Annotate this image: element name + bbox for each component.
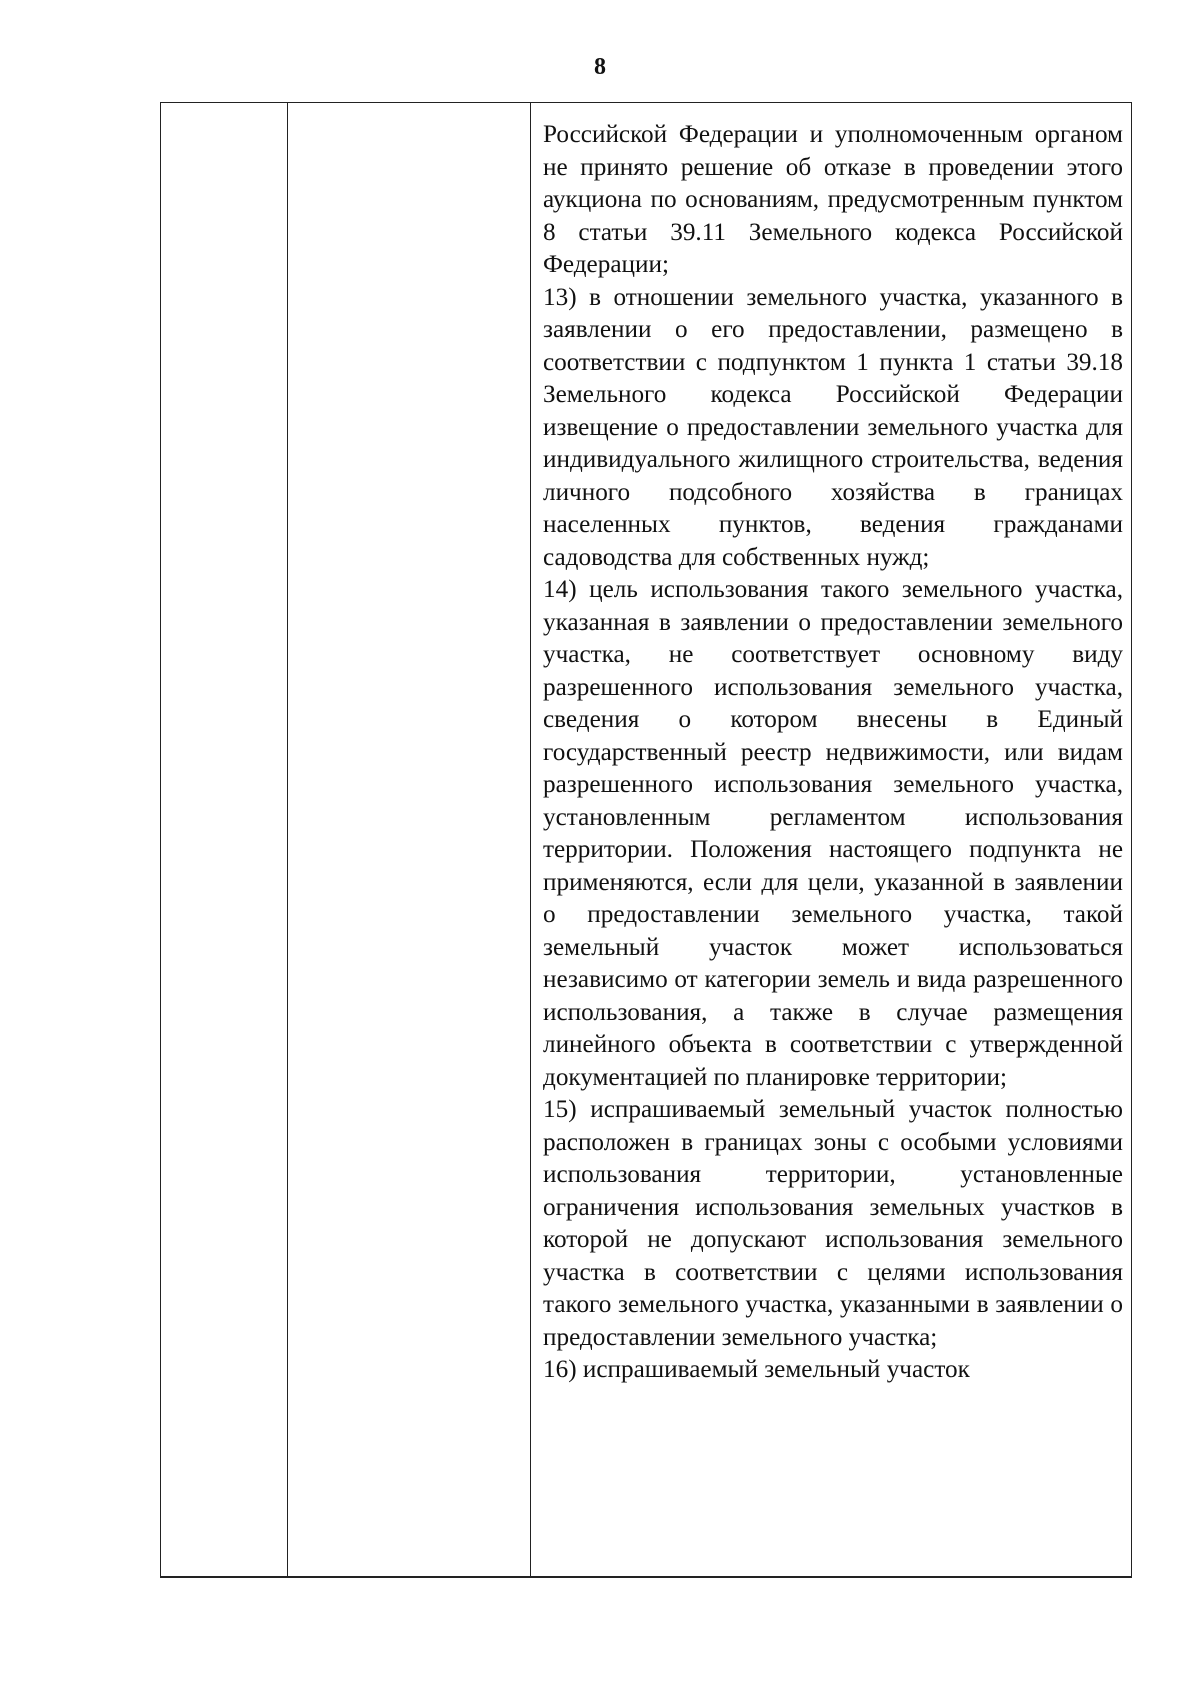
paragraph-continuation: Российской Федерации и уполномоченным органом не принято решение об отказе в проведении этого аукциона по основаниям, предусмотренным пунктом 8 статьи 39.11 Земельного кодекса Российской Федерации; [543,121,1123,278]
document-table [160,102,1132,1578]
paragraph-item-14: 14) цель использования такого земельного участка, указанная в заявлении о предоставлении земельного участка, не соответствует основному виду разрешенного использования земельного участка, сведения о котором внесены в Единый государственный реестр недвижимости, или видам разрешенного использования земельного участка, установленным регламентом использования территории. Положения настоящего подпункта не применяются, если для цели, указанной в заявлении о предоставлении земельного участка, такой земельный участок может использоваться независимо от категории земель и вида разрешенного использования, а также в случае размещения линейного объекта в соответствии с утвержденной документацией по планировке территории; [543,576,1123,1091]
table-cell-text [531,103,1132,1578]
table-cell-empty-second [288,103,531,1578]
paragraph-item-16: 16) испрашиваемый земельный участок [543,1356,970,1383]
paragraph-item-15: 15) испрашиваемый земельный участок полностью расположен в границах зоны с особыми условиями использования территории, установленные ограничения использования земельных участков в которой не допускают использования земельного участка в соответствии с целями использования такого земельного участка, указанными в заявлении о предоставлении земельного участка; [543,1096,1123,1351]
page-number: 8 [594,54,606,80]
paragraph-item-13: 13) в отношении земельного участка, указанного в заявлении о его предоставлении, размещено в соответствии с подпунктом 1 пункта 1 статьи 39.18 Земельного кодекса Российской Федерации извещение о предоставлении земельного участка для индивидуального жилищного строительства, ведения личного подсобного хозяйства в границах населенных пунктов, ведения гражданами садоводства для собственных нужд; [543,283,1123,571]
table-row [161,103,1132,1578]
table-cell-empty-first [161,103,288,1578]
cell-text-block [531,103,1131,1387]
